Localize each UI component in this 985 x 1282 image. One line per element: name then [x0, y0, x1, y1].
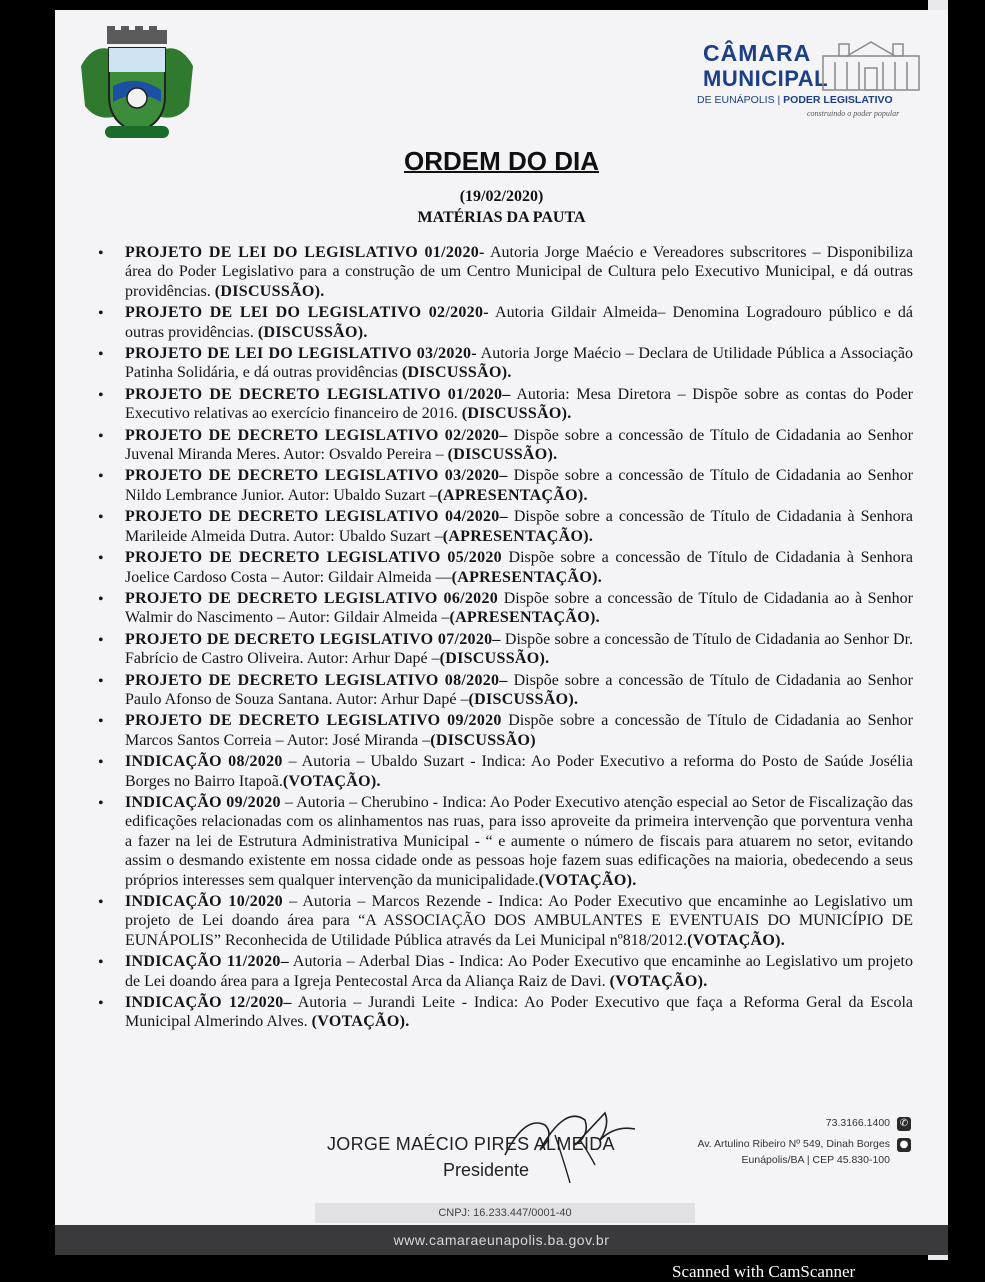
document-page: [55, 10, 948, 1255]
agenda-item: • PROJETO DE DECRETO LEGISLATIVO 07/2020– Dispõe sobre a concessão de Título de Cidadania ao Senhor Dr. Fabrício de Castro Oliveira. Autor: Arhur Dapé –(DISCUSSÃO).: [98, 630, 914, 668]
document-subtitle: MATÉRIAS DA PAUTA: [417, 209, 586, 226]
document-date: (19/02/2020): [459, 188, 544, 205]
agenda-item: • PROJETO DE LEI DO LEGISLATIVO 03/2020- Autoria Jorge Maécio – Declara de Utilidade Pública a Associação Patinha Solidária, e dá outras providências (DISCUSSÃO).: [98, 345, 913, 382]
location-pin-icon: ●: [897, 1138, 911, 1152]
logo-line-municipal: MUNICIPAL: [703, 66, 829, 91]
chamber-building-icon: [817, 36, 925, 94]
agenda-item: • PROJETO DE DECRETO LEGISLATIVO 02/2020– Dispõe sobre a concessão de Título de Cidadania ao Senhor Juvenal Miranda Meres. Autor: Osvaldo Pereira – (DISCUSSÃO).: [98, 426, 914, 464]
agenda-item: • INDICAÇÃO 10/2020 – Autoria – Marcos Rezende - Indica: Ao Poder Executivo que encaminhe ao Legislativo um projeto de Lei doando área para “A ASSOCIAÇÃO DOS AMBULANTES E EVENTUAIS DO MUNICÍPIO DE EUNÁPOLIS” Reconhecida de Utilidade Pública através da Lei Municipal nº818/2012.(VOTAÇÃO).: [98, 893, 913, 949]
agenda-item: • INDICAÇÃO 08/2020 – Autoria – Ubaldo Suzart - Indica: Ao Poder Executivo a reforma do Posto de Saúde Josélia Borges no Bairro Itapoã.(VOTAÇÃO).: [98, 753, 914, 790]
agenda-item: • PROJETO DE DECRETO LEGISLATIVO 08/2020– Dispõe sobre a concessão de Título de Cidadania ao Senhor Paulo Afonso de Souza Santana. Autor: Arhur Dapé –(DISCUSSÃO).: [98, 671, 914, 708]
agenda-item: • PROJETO DE LEI DO LEGISLATIVO 02/2020- Autoria Gildair Almeida– Denomina Logradouro público e dá outras providências. (DISCUSSÃO).: [98, 304, 913, 341]
contact-address: Av. Artulino Ribeiro Nº 549, Dinah Borges: [697, 1138, 890, 1150]
agenda-item: • INDICAÇÃO 12/2020– Autoria – Jurandi Leite - Indica: Ao Poder Executivo que faça a Reforma Geral da Escola Municipal Almerindo Alves. (VOTAÇÃO).: [98, 994, 914, 1031]
agenda-item: • PROJETO DE DECRETO LEGISLATIVO 01/2020– Autoria: Mesa Diretora – Dispõe sobre as contas do Poder Executivo relativas ao exercício financeiro de 2016. (DISCUSSÃO).: [98, 385, 913, 423]
signer-role: Presidente: [443, 1160, 530, 1180]
logo-line-camara: CÂMARA: [703, 40, 812, 66]
cnpj-bar: CNPJ: 16.233.447/0001-40: [315, 1203, 695, 1223]
document-title: ORDEM DO DIA: [404, 146, 599, 176]
contact-city: Eunápolis/BA | CEP 45.830-100: [741, 1154, 890, 1166]
agenda-item: • PROJETO DE LEI DO LEGISLATIVO 01/2020- Autoria Jorge Maécio e Vereadores subscritores – Disponibiliza área do Poder Legislativo para a construção de um Centro Municipal de Cultura pelo Executivo Municipal, e dá outras providências. (DISCUSSÃO).: [98, 244, 913, 300]
phone-icon: ✆: [897, 1117, 911, 1131]
contact-phone: 73.3166.1400: [825, 1117, 890, 1129]
chamber-logo: [695, 36, 930, 126]
agenda-item: • PROJETO DE DECRETO LEGISLATIVO 03/2020– Dispõe sobre a concessão de Título de Cidadania ao Senhor Nildo Lembrance Junior. Autor: Ubaldo Suzart –(APRESENTAÇÃO).: [98, 467, 914, 504]
agenda-list: [95, 243, 913, 1034]
logo-line-eunapolis: DE EUNÁPOLIS | PODER LEGISLATIVO: [697, 94, 893, 106]
agenda-item: • INDICAÇÃO 11/2020– Autoria – Aderbal Dias - Indica: Ao Poder Executivo que encaminhe ao Legislativo um projeto de Lei doando área para a Igreja Pentecostal Arca da Aliança Raiz de Davi. (VOTAÇÃO).: [98, 953, 913, 990]
agenda-item: • INDICAÇÃO 09/2020 – Autoria – Cherubino - Indica: Ao Poder Executivo atenção especial ao Setor de Fiscalização das edificações relacionadas com os alinhamentos nas ruas, para isso aproveite da primeira intervenção que porventura venha a fazer na lei de Estrutura Administrativa Municipal - “ e aumente o número de fiscais para atuarem no setor, evitando assim o desmando existente em nossa cidade onde as pessoas hoje fazem suas edificações na maioria, obedecendo a seus próprios interesses sem qualquer intervenção da municipalidade.(VOTAÇÃO).: [98, 793, 914, 889]
municipal-coat-of-arms-icon: [77, 26, 197, 144]
signer-name: JORGE MAÉCIO PIRES ALMEIDA: [327, 1134, 615, 1154]
agenda-item: • PROJETO DE DECRETO LEGISLATIVO 04/2020– Dispõe sobre a concessão de Título de Cidadania à Senhora Marileide Almeida Dutra. Autor: Ubaldo Suzart –(APRESENTAÇÃO).: [98, 508, 913, 545]
logo-tagline: construindo o poder popular: [807, 109, 900, 118]
website-bar: www.camaraeunapolis.ba.gov.br: [55, 1225, 948, 1255]
agenda-item: • PROJETO DE DECRETO LEGISLATIVO 05/2020 Dispõe sobre a concessão de Título de Cidadania à Senhora Joelice Cardoso Costa – Autor: Gildair Almeida ––(APRESENTAÇÃO).: [98, 549, 913, 586]
scanner-watermark: Scanned with CamScanner: [672, 1262, 856, 1281]
agenda-item: • PROJETO DE DECRETO LEGISLATIVO 09/2020 Dispõe sobre a concessão de Título de Cidadania ao Senhor Marcos Santos Correia – Autor: José Miranda –(DISCUSSÃO): [98, 712, 913, 749]
agenda-item: • PROJETO DE DECRETO LEGISLATIVO 06/2020 Dispõe sobre a concessão de Título de Cidadania ao à Senhor Walmir do Nascimento – Autor: Gildair Almeida –(APRESENTAÇÃO).: [98, 589, 913, 627]
